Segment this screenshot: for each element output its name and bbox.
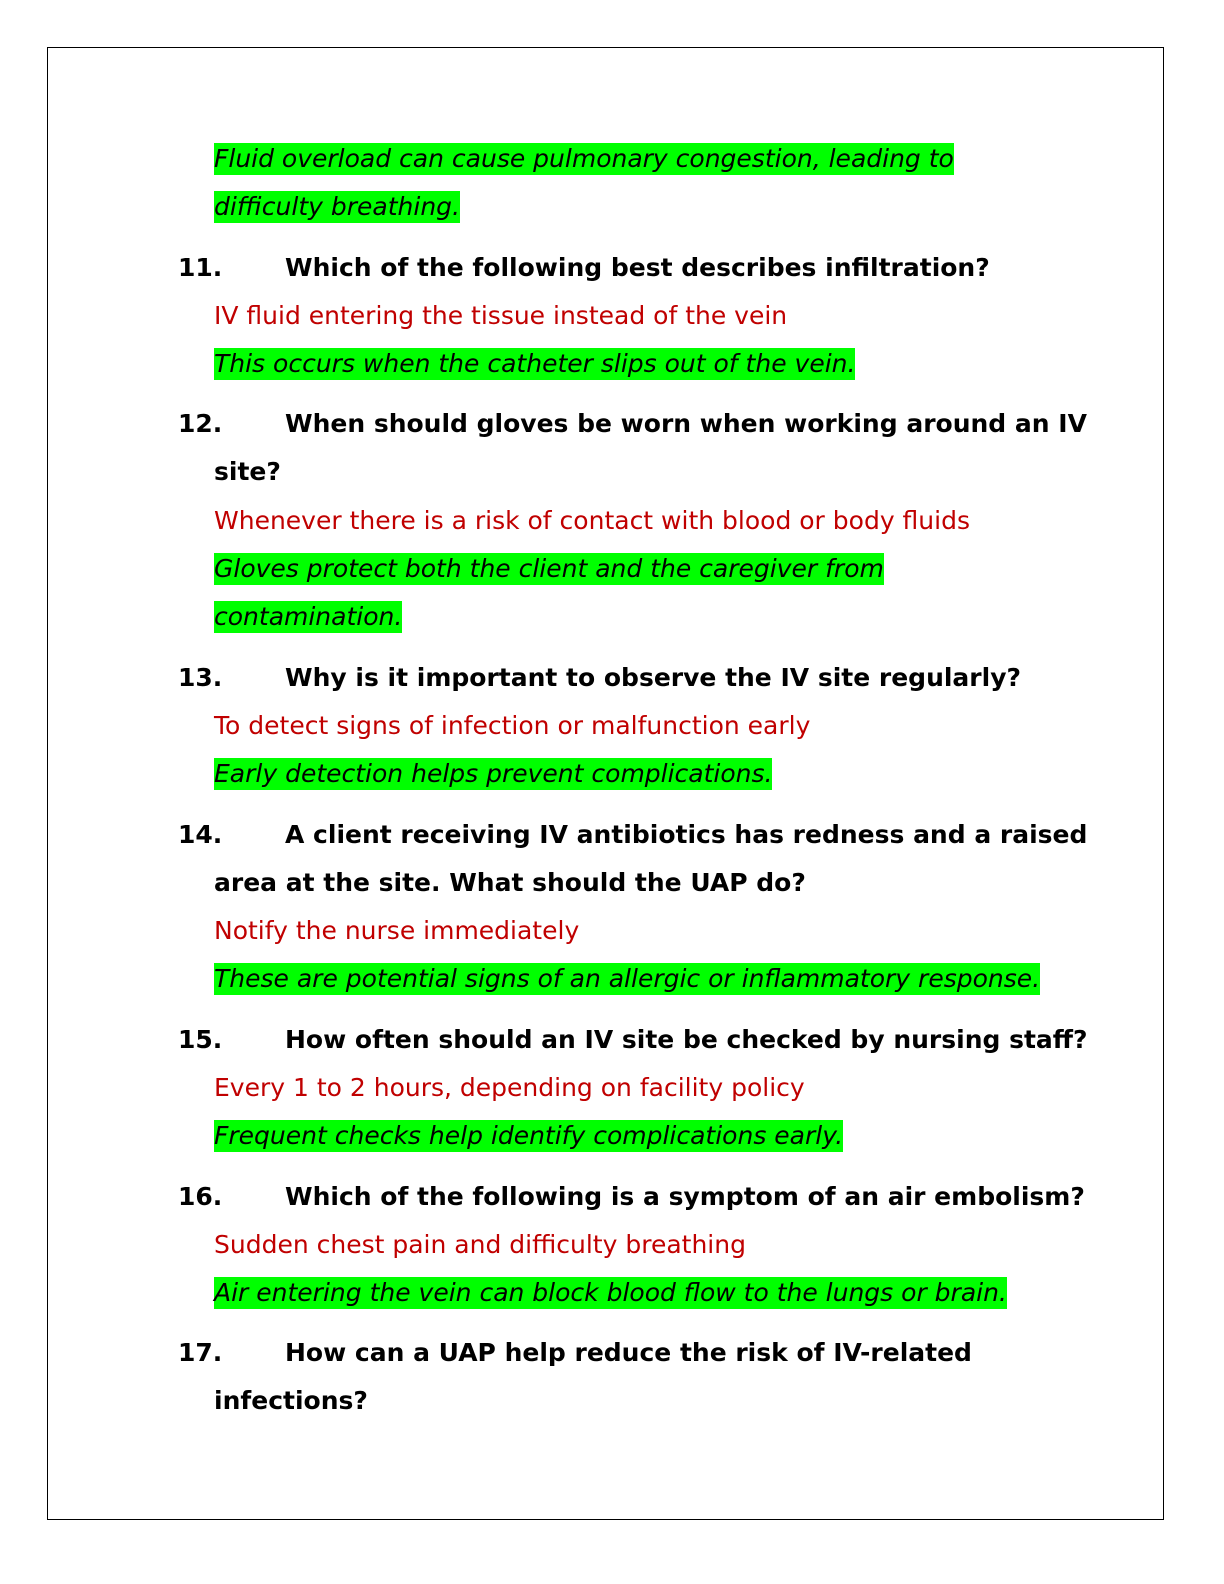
question-15 (178, 1023, 1088, 1057)
question-text: Which of the following is a symptom of an air embolism? (285, 1182, 1085, 1211)
question-number: 14. (178, 820, 223, 849)
question-13 (178, 661, 1021, 695)
explanation-12-line-2: contamination. (214, 602, 403, 631)
question-text: When should gloves be worn when working around an IV (285, 409, 1087, 438)
question-number: 13. (178, 663, 223, 692)
question-text: Why is it important to observe the IV site regularly? (285, 663, 1021, 692)
question-number: 17. (178, 1338, 223, 1367)
question-number: 12. (178, 409, 223, 438)
answer-13: To detect signs of infection or malfunction early (214, 711, 811, 740)
explanation-14: These are potential signs of an allergic or inflammatory response. (214, 964, 1041, 993)
explanation-13: Early detection helps prevent complications. (214, 759, 773, 788)
explanation-16: Air entering the vein can block blood flow to the lungs or brain. (214, 1278, 1007, 1307)
question-11 (178, 251, 990, 285)
question-14 (178, 818, 1087, 852)
question-text: A client receiving IV antibiotics has redness and a raised (285, 820, 1088, 849)
explanation-11: This occurs when the catheter slips out of the vein. (214, 349, 856, 378)
question-number: 15. (178, 1025, 223, 1054)
question-text: Which of the following best describes infiltration? (285, 253, 990, 282)
question-text: How can a UAP help reduce the risk of IV-related (285, 1338, 972, 1367)
question-text: How often should an IV site be checked by nursing staff? (285, 1025, 1088, 1054)
question-17 (178, 1336, 972, 1370)
question-12 (178, 407, 1087, 441)
answer-16: Sudden chest pain and difficulty breathing (214, 1230, 746, 1259)
answer-11: IV fluid entering the tissue instead of the vein (214, 301, 788, 330)
intro-explanation-line-1: Fluid overload can cause pulmonary congestion, leading to (214, 144, 954, 173)
question-number: 16. (178, 1182, 223, 1211)
question-14-continued: area at the site. What should the UAP do? (214, 868, 806, 897)
answer-15: Every 1 to 2 hours, depending on facility policy (214, 1073, 805, 1102)
answer-14: Notify the nurse immediately (214, 916, 580, 945)
answer-12: Whenever there is a risk of contact with blood or body fluids (214, 506, 970, 535)
question-17-continued: infections? (214, 1386, 368, 1415)
intro-explanation-line-2: difficulty breathing. (214, 192, 460, 221)
explanation-15: Frequent checks help identify complications early. (214, 1121, 844, 1150)
question-12-continued: site? (214, 457, 281, 486)
question-16 (178, 1180, 1085, 1214)
question-number: 11. (178, 253, 223, 282)
explanation-12-line-1: Gloves protect both the client and the caregiver from (214, 554, 884, 583)
